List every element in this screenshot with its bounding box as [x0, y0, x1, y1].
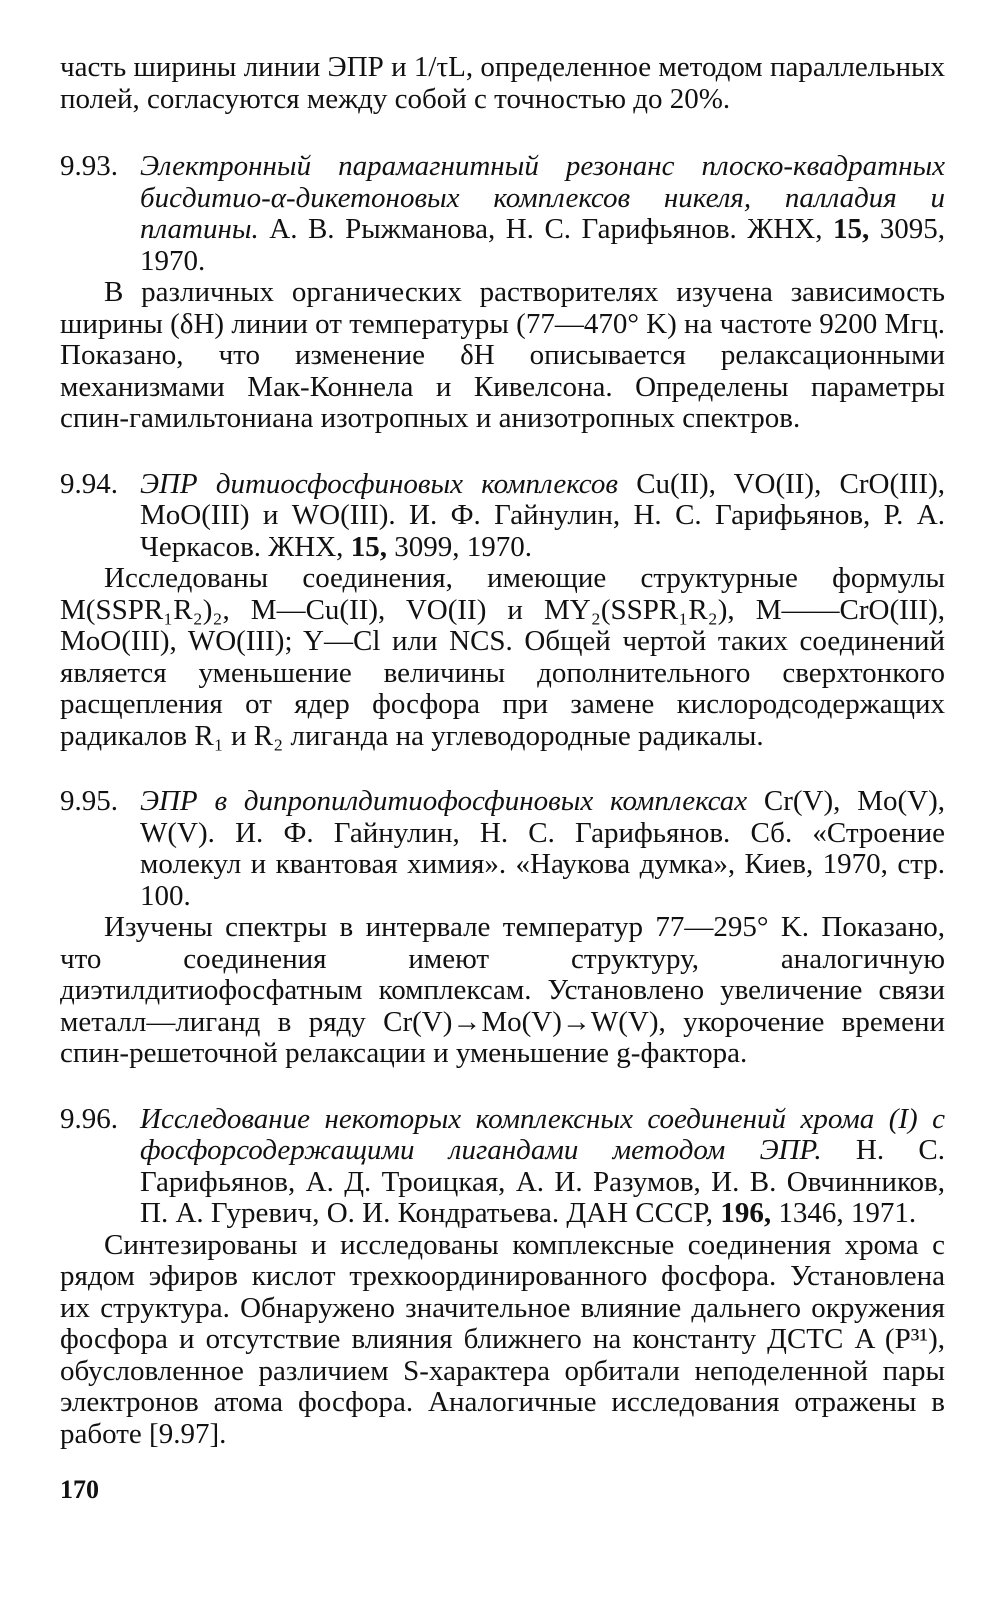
entry-heading	[60, 469, 945, 564]
entry-title-formula: Cu(II), VO(II), CrO(III), MoO(III) и WO(III).	[140, 467, 945, 531]
entry-title: ЭПР в дипропилдитиофосфиновых комплексах	[140, 785, 748, 817]
entry-number: 9.96.	[60, 1102, 118, 1135]
entry-number: 9.94.	[60, 467, 118, 500]
entry-heading	[60, 151, 945, 277]
reference-entry	[60, 1104, 945, 1451]
entry-number: 9.95.	[60, 785, 118, 817]
entry-heading	[60, 1104, 945, 1230]
entry-title-formula: Cr(V), Mo(V), W(V).	[140, 785, 945, 849]
continuation-paragraph: часть ширины линии ЭПР и 1/τL, определенное методом параллельных полей, согласуются между собой с точностью до 20%.	[60, 51, 945, 115]
entry-volume: 15,	[833, 213, 870, 245]
entry-authors: И. Ф. Гайнулин, Н. С. Гарифьянов. Сб. «Строение молекул и квантовая химия». «Наукова думка», Киев, 1970, стр. 100.	[140, 816, 945, 912]
reference-entry	[60, 151, 945, 435]
page-number: 170	[60, 1475, 99, 1504]
entry-title: Электронный парамагнитный резонанс плоско-квадратных бисдитио-α-дикетоновых комплексов никеля, палладия и платины.	[140, 150, 945, 245]
reference-entry	[60, 786, 945, 1070]
entry-heading	[60, 786, 945, 912]
entry-pages: 1346, 1971.	[778, 1197, 917, 1229]
entry-pages: 3099, 1970.	[394, 530, 532, 563]
entry-title: Исследование некоторых комплексных соединений хрома (I) с фосфорсодержащими лигандами методом ЭПР.	[140, 1102, 945, 1166]
reference-entry	[60, 469, 945, 753]
entry-title: ЭПР дитиосфосфиновых комплексов	[140, 467, 618, 500]
entry-abstract: Исследованы соединения, имеющие структурные формулы M(SSPR₁R₂)₂, M—Cu(II), VO(II) и MY₂(SSPR₁R₂), M——CrO(III), MoO(III), WO(III); Y—Cl или NCS. Общей чертой таких соединений является уменьшение величины дополнительного сверхтонкого расщепления от ядер фосфора при замене кислородсодержащих радикалов R₁ и R₂ лиганда на углеводородные радикалы.	[60, 562, 945, 752]
entry-number: 9.93.	[60, 150, 118, 182]
entry-volume: 196,	[720, 1197, 772, 1229]
entry-abstract: В различных органических растворителях изучена зависимость ширины (δH) линии от температуры (77—470° K) на частоте 9200 Мгц. Показано, что изменение δH описывается релаксационными механизмами Мак-Коннела и Кивелсона. Определены параметры спин-гамильтониана изотропных и анизотропных спектров.	[60, 276, 945, 434]
entry-authors: Н. С. Гарифьянов, А. Д. Троицкая, А. И. Разумов, И. В. Овчинников, П. А. Гуревич, О. И. Кондратьева. ДАН СССР,	[140, 1134, 945, 1229]
entry-volume: 15,	[350, 530, 387, 563]
entry-pages: 3095, 1970.	[140, 213, 946, 277]
entry-abstract: Изучены спектры в интервале температур 77—295° K. Показано, что соединения имеют структуру, аналогичную диэтилдитиофосфатным комплексам. Установлено увеличение связи металл—лиганд в ряду Cr(V)→Mo(V)→W(V), укорочение времени спин-решеточной релаксации и уменьшение g-фактора.	[60, 911, 945, 1069]
entry-authors: И. Ф. Гайнулин, Н. С. Гарифьянов, Р. А. Черкасов. ЖНХ,	[140, 499, 946, 563]
entry-authors: А. В. Рыжманова, Н. С. Гарифьянов. ЖНХ,	[269, 213, 823, 245]
entry-abstract: Синтезированы и исследованы комплексные соединения хрома с рядом эфиров кислот трехкоординированного фосфора. Установлена их структура. Обнаружено значительное влияние дальнего окружения фосфора и отсутствие влияния ближнего на константу ДСТС A (P³¹), обусловленное различием S-характера орбитали неподеленной пары электронов атома фосфора. Аналогичные исследования отражены в работе [9.97].	[60, 1228, 945, 1450]
